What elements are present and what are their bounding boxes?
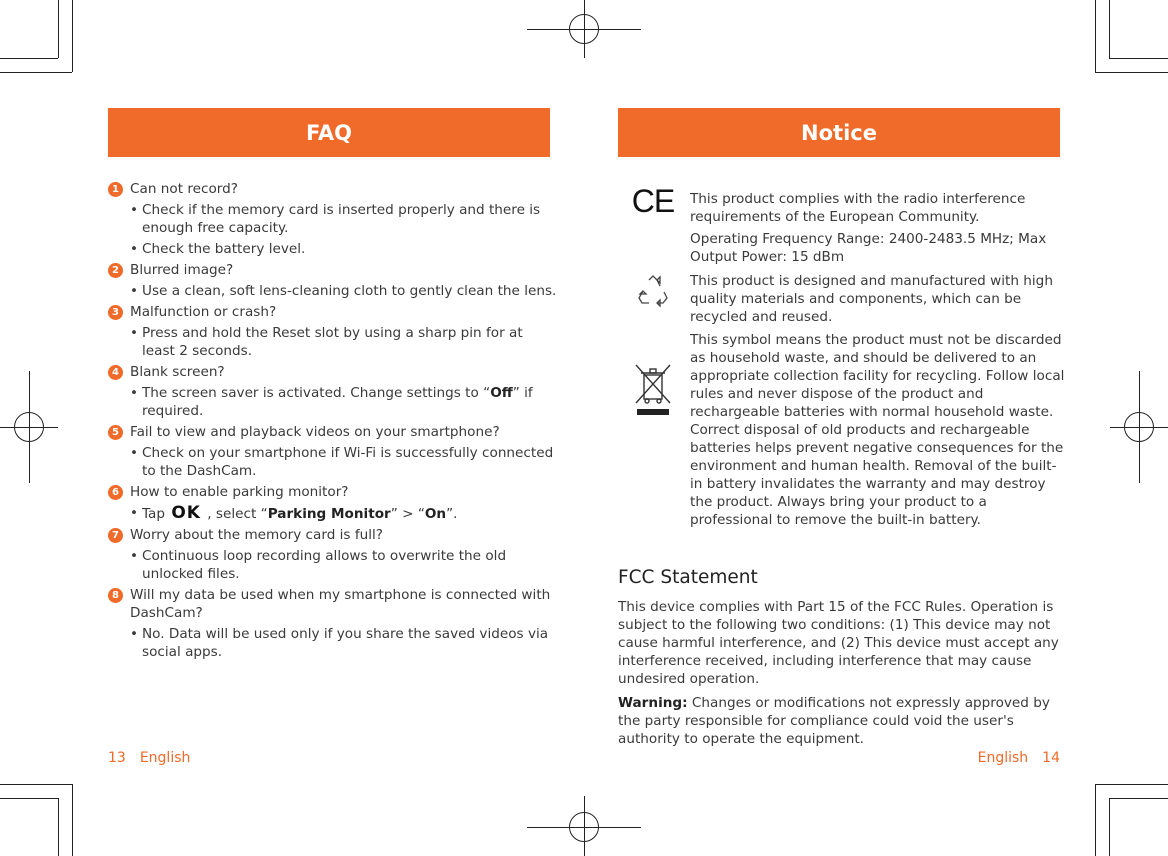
warning-text: Changes or modifications not expressly approved by the party responsible for compliance could void the user's authority to operate the equipment. (618, 695, 1050, 747)
frequency-text: Operating Frequency Range: 2400-2483.5 MHz; Max Output Power: 15 dBm (690, 231, 1047, 265)
faq-answer (108, 384, 558, 420)
number-badge: 2 (108, 263, 123, 278)
faq-header (108, 108, 550, 157)
crop-mark (0, 798, 58, 799)
number-badge: 3 (108, 305, 123, 320)
faq-answer (108, 625, 558, 661)
faq-question (108, 303, 558, 321)
crop-mark (58, 798, 59, 856)
crop-mark (1095, 72, 1168, 73)
bullet-icon: • (130, 385, 139, 401)
crop-mark (1095, 784, 1168, 785)
recycle-icon (618, 274, 688, 308)
registration-mark (14, 412, 44, 442)
question-text: Will my data be used when my smartphone is connected with DashCam? (130, 587, 551, 621)
footer-left (108, 750, 190, 766)
bullet-icon: • (130, 241, 139, 257)
answer-text: , select “ (202, 506, 268, 522)
ok-button-icon: OK (171, 503, 201, 523)
fcc-body: This device complies with Part 15 of the FCC Rules. Operation is subject to the following two conditions: (1) This device may not cause harmful interference, and (2) This device must accept any interference received, including interference that may cause undesired operation. (618, 599, 1059, 687)
setting-value: Off (490, 385, 513, 401)
answer-text: Check on your smartphone if Wi-Fi is successfully connected to the DashCam. (142, 445, 554, 479)
crop-mark (1095, 784, 1096, 856)
ce-text: This product complies with the radio interference requirements of the European Community. (690, 191, 1026, 225)
number-badge: 1 (108, 182, 123, 197)
setting-name: Parking Monitor (267, 506, 391, 522)
warning-label: Warning: (618, 695, 688, 711)
faq-answer (108, 547, 558, 583)
faq-question (108, 483, 558, 501)
crop-mark (1109, 798, 1168, 799)
footer-right (978, 750, 1060, 766)
crop-mark (0, 58, 58, 59)
answer-text: Continuous loop recording allows to overwrite the old unlocked files. (142, 548, 507, 582)
crop-mark (1109, 0, 1110, 58)
question-text: Worry about the memory card is full? (130, 527, 384, 543)
bullet-icon: • (130, 283, 139, 299)
fcc-warning (618, 694, 1068, 748)
registration-mark (569, 14, 599, 44)
faq-answer (108, 282, 558, 300)
registration-mark (569, 812, 599, 842)
bullet-icon: • (130, 548, 139, 564)
answer-text: No. Data will be used only if you share the saved videos via social apps. (142, 626, 549, 660)
crop-mark (72, 0, 73, 72)
answer-text: Tap (142, 506, 170, 522)
number-badge: 5 (108, 425, 123, 440)
faq-list (108, 180, 558, 664)
crop-mark (1095, 0, 1096, 72)
ce-notice (618, 183, 1068, 268)
weee-text: This symbol means the product must not be discarded as household waste, and should be delivered to an appropriate collection facility for recycling. Follow local rules and never dispose of the product and rechargeable batteries with normal household waste. Correct disposal of old products and rechargeable batteries helps prevent negative consequences for the environment and human health. Removal of the built-in battery invalidates the warranty and may destroy the product. Always bring your product to a professional to remove the built-in battery. (690, 332, 1065, 528)
faq-answer (108, 324, 558, 360)
answer-text: Press and hold the Reset slot by using a sharp pin for at least 2 seconds. (142, 325, 523, 359)
faq-answer (108, 240, 558, 258)
faq-answer (108, 444, 558, 480)
faq-question (108, 526, 558, 544)
crop-mark (1109, 798, 1110, 856)
weee-notice (618, 331, 1068, 549)
fcc-title: FCC Statement (618, 567, 758, 588)
answer-text: Check the battery level. (142, 241, 306, 257)
crop-mark (72, 784, 73, 856)
faq-answer (108, 504, 558, 523)
number-badge: 8 (108, 588, 123, 603)
page-number: 13 (108, 750, 126, 766)
crop-mark (1109, 58, 1168, 59)
question-text: How to enable parking monitor? (130, 484, 349, 500)
number-badge: 7 (108, 528, 123, 543)
faq-question (108, 180, 558, 198)
question-text: Can not record? (130, 181, 238, 197)
bullet-icon: • (130, 505, 139, 521)
bullet-icon: • (130, 445, 139, 461)
number-badge: 6 (108, 485, 123, 500)
number-badge: 4 (108, 365, 123, 380)
recycle-notice (618, 272, 1068, 328)
bullet-icon: • (130, 626, 139, 642)
bullet-icon: • (130, 325, 139, 341)
crop-mark (0, 72, 72, 73)
crop-mark (0, 784, 72, 785)
answer-text: ”. (446, 506, 458, 522)
notice-header (618, 108, 1060, 157)
faq-answer (108, 201, 558, 237)
question-text: Blurred image? (130, 262, 234, 278)
notice-title: Notice (801, 120, 877, 145)
answer-text: ” > “ (390, 506, 425, 522)
recycle-text: This product is designed and manufactured with high quality materials and components, which can be recycled and reused. (690, 273, 1053, 325)
question-text: Malfunction or crash? (130, 304, 277, 320)
faq-title: FAQ (305, 120, 353, 145)
ce-mark-icon: CE (631, 183, 675, 219)
answer-text: The screen saver is activated. Change settings to “ (142, 385, 491, 401)
page-number: 14 (1042, 750, 1060, 766)
bullet-icon: • (130, 202, 139, 218)
crossed-bin-icon (618, 361, 688, 421)
faq-question (108, 586, 558, 622)
answer-text: Use a clean, soft lens-cleaning cloth to gently clean the lens. (142, 283, 557, 299)
registration-mark (1124, 412, 1154, 442)
faq-question (108, 261, 558, 279)
crop-mark (58, 0, 59, 58)
fcc-statement (618, 598, 1068, 748)
language-label: English (977, 750, 1029, 766)
question-text: Fail to view and playback videos on your smartphone? (130, 424, 500, 440)
language-label: English (139, 750, 191, 766)
faq-question (108, 363, 558, 381)
question-text: Blank screen? (130, 364, 225, 380)
faq-question (108, 423, 558, 441)
setting-value: On (424, 506, 447, 522)
answer-text: Check if the memory card is inserted properly and there is enough free capacity. (142, 202, 541, 236)
answer-text: ” if required. (142, 385, 533, 419)
